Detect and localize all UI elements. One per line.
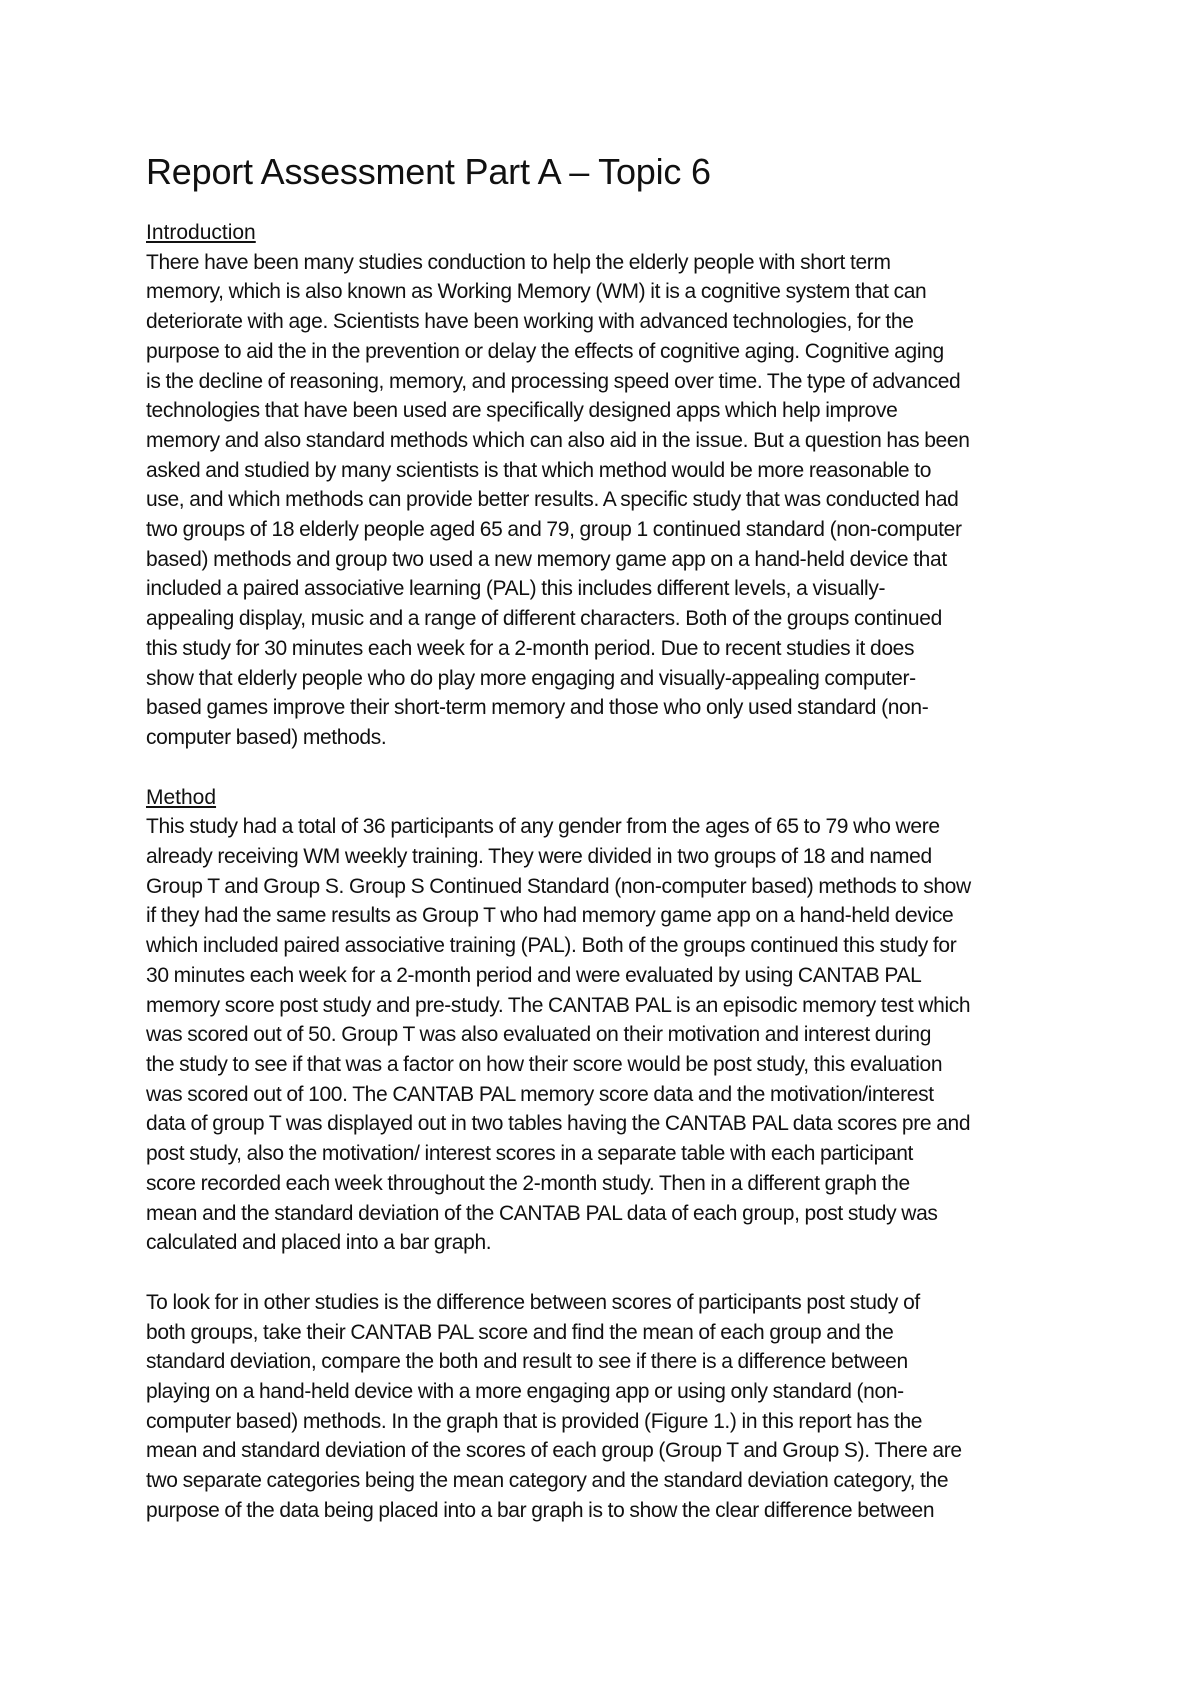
text-line: To look for in other studies is the difference between scores of participants post study of <box>146 1290 920 1314</box>
text-line: playing on a hand-held device with a more engaging app or using only standard (non- <box>146 1380 904 1404</box>
text-line: included a paired associative learning (PAL) this includes different levels, a visually- <box>146 577 886 601</box>
text-line: score recorded each week throughout the 2-month study. Then in a different graph the <box>146 1171 910 1195</box>
paragraph-spacer <box>146 753 1066 783</box>
text-line: mean and the standard deviation of the CANTAB PAL data of each group, post study was <box>146 1201 938 1225</box>
text-line: if they had the same results as Group T who had memory game app on a hand-held device <box>146 904 954 928</box>
text-line: deteriorate with age. Scientists have been working with advanced technologies, for the <box>146 310 914 334</box>
text-line: This study had a total of 36 participants of any gender from the ages of 65 to 79 who were <box>146 815 940 839</box>
section-heading-introduction: Introduction <box>146 221 256 244</box>
text-line: memory, which is also known as Working Memory (WM) it is a cognitive system that can <box>146 280 927 304</box>
text-line: mean and standard deviation of the scores of each group (Group T and Group S). There are <box>146 1439 962 1463</box>
text-line: Group T and Group S. Group S Continued Standard (non-computer based) methods to show <box>146 874 971 898</box>
text-line: computer based) methods. <box>146 725 387 749</box>
text-line: memory and also standard methods which can also aid in the issue. But a question has been <box>146 428 970 452</box>
method-paragraph <box>146 812 1066 1258</box>
text-line: memory score post study and pre-study. The CANTAB PAL is an episodic memory test which <box>146 993 971 1017</box>
text-line: purpose of the data being placed into a bar graph is to show the clear difference between <box>146 1498 935 1522</box>
text-line: use, and which methods can provide better results. A specific study that was conducted had <box>146 488 959 512</box>
text-line: based) methods and group two used a new memory game app on a hand-held device that <box>146 547 947 571</box>
text-line: 30 minutes each week for a 2-month period and were evaluated by using CANTAB PAL <box>146 963 922 987</box>
document-body <box>146 150 1066 1526</box>
text-line: There have been many studies conduction to help the elderly people with short term <box>146 250 891 274</box>
page-title: Report Assessment Part A – Topic 6 <box>146 151 711 192</box>
text-line: two separate categories being the mean category and the standard deviation category, the <box>146 1469 949 1493</box>
text-line: was scored out of 50. Group T was also evaluated on their motivation and interest during <box>146 1023 932 1047</box>
text-line: the study to see if that was a factor on how their score would be post study, this evaluation <box>146 1052 943 1076</box>
text-line: technologies that have been used are specifically designed apps which help improve <box>146 399 898 423</box>
text-line: this study for 30 minutes each week for a 2-month period. Due to recent studies it does <box>146 636 915 660</box>
text-line: appealing display, music and a range of different characters. Both of the groups continued <box>146 607 942 631</box>
text-line: computer based) methods. In the graph that is provided (Figure 1.) in this report has the <box>146 1409 923 1433</box>
text-line: two groups of 18 elderly people aged 65 and 79, group 1 continued standard (non-computer <box>146 518 962 542</box>
text-line: both groups, take their CANTAB PAL score and find the mean of each group and the <box>146 1320 894 1344</box>
text-line: already receiving WM weekly training. They were divided in two groups of 18 and named <box>146 845 932 869</box>
section-heading-method: Method <box>146 785 217 809</box>
introduction-paragraph <box>146 248 1066 753</box>
text-line: standard deviation, compare the both and result to see if there is a difference between <box>146 1350 908 1374</box>
text-line: is the decline of reasoning, memory, and processing speed over time. The type of advanced <box>146 369 961 393</box>
paragraph-spacer <box>146 1258 1066 1288</box>
text-line: calculated and placed into a bar graph. <box>146 1231 492 1255</box>
text-line: purpose to aid the in the prevention or delay the effects of cognitive aging. Cognitive aging <box>146 339 944 363</box>
text-line: was scored out of 100. The CANTAB PAL memory score data and the motivation/interest <box>146 1082 934 1106</box>
method-paragraph <box>146 1288 1066 1526</box>
text-line: data of group T was displayed out in two tables having the CANTAB PAL data scores pre and <box>146 1112 971 1136</box>
text-line: which included paired associative training (PAL). Both of the groups continued this study for <box>146 934 957 958</box>
text-line: show that elderly people who do play more engaging and visually-appealing computer- <box>146 666 916 690</box>
text-line: asked and studied by many scientists is that which method would be more reasonable to <box>146 458 932 482</box>
text-line: based games improve their short-term memory and those who only used standard (non- <box>146 696 929 720</box>
text-line: post study, also the motivation/ interest scores in a separate table with each participant <box>146 1142 914 1166</box>
